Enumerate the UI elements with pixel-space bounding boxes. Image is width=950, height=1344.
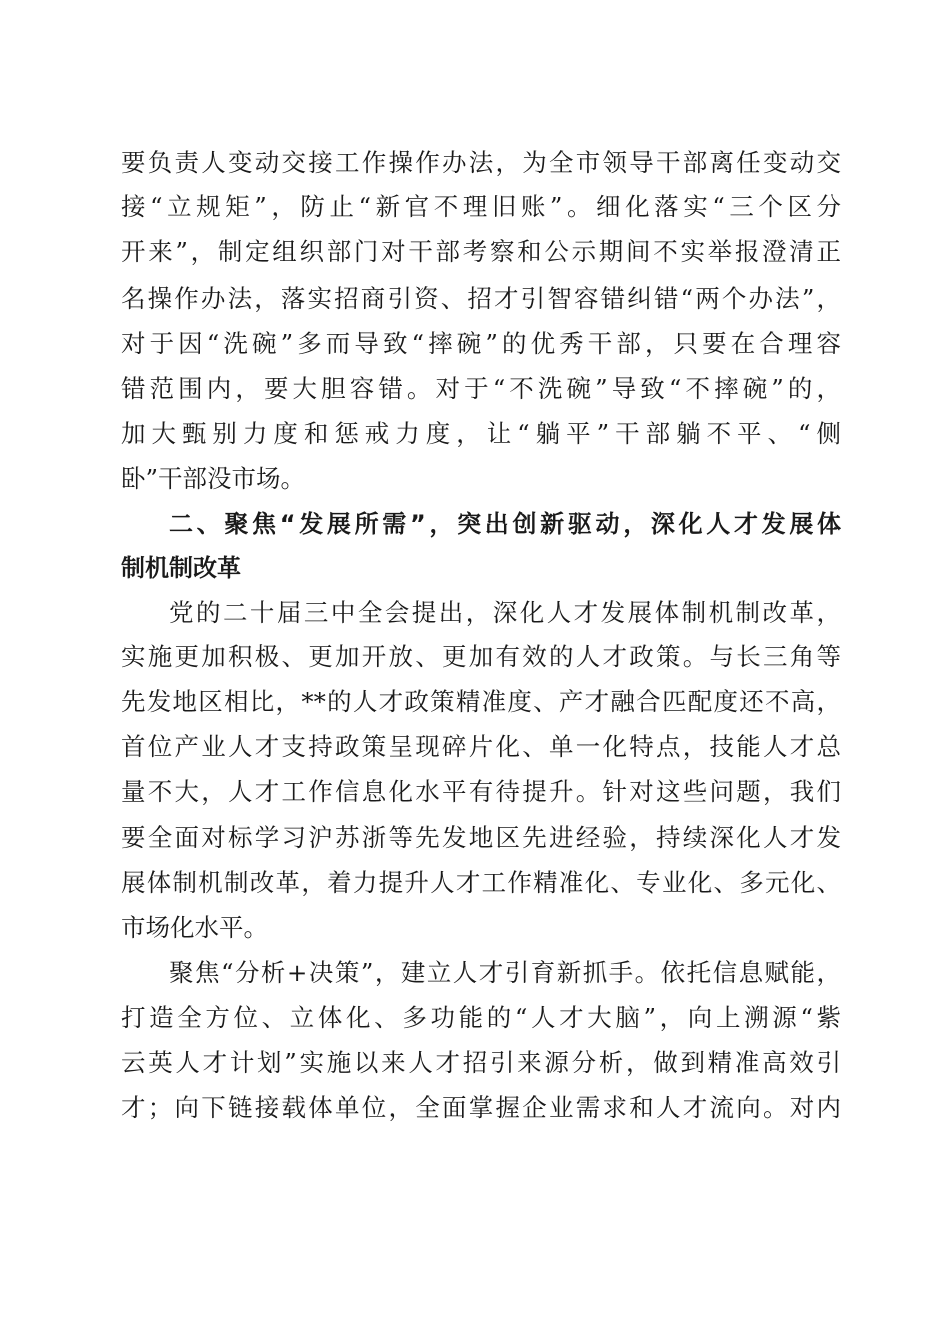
paragraph-2-line-4: 首位产业人才支持政策呈现碎片化、单一化特点，技能人才总 [121, 732, 841, 761]
section-heading-line-1: 二、聚焦“发展所需”，突出创新驱动，深化人才发展体 [169, 510, 841, 538]
paragraph-1-line-3: 开来”，制定组织部门对干部考察和公示期间不实举报澄清正 [121, 237, 841, 266]
paragraph-3-line-3: 云英人才计划”实施以来人才招引来源分析，做到精准高效引 [121, 1048, 841, 1077]
paragraph-3-line-2: 打造全方位、立体化、多功能的“人才大脑”，向上溯源“紫 [121, 1003, 841, 1032]
paragraph-3-line-4: 才；向下链接载体单位，全面掌握企业需求和人才流向。对内 [121, 1093, 841, 1122]
paragraph-2-line-5: 量不大，人才工作信息化水平有待提升。针对这些问题，我们 [121, 777, 841, 806]
paragraph-2-line-6: 要全面对标学习沪苏浙等先发地区先进经验，持续深化人才发 [121, 823, 841, 852]
paragraph-2-line-8: 市场化水平。 [121, 913, 268, 942]
paragraph-2-line-1: 党的二十届三中全会提出，深化人才发展体制机制改革， [169, 598, 841, 627]
paragraph-1-line-8: 卧”干部没市场。 [121, 464, 306, 493]
paragraph-1-line-4: 名操作办法，落实招商引资、招才引智容错纠错“两个办法”， [121, 284, 841, 313]
paragraph-2-line-7: 展体制机制改革，着力提升人才工作精准化、专业化、多元化、 [121, 868, 841, 897]
paragraph-1-line-2: 接“立规矩”，防止“新官不理旧账”。细化落实“三个区分 [121, 192, 841, 221]
paragraph-1-line-7: 加大甄别力度和惩戒力度，让“躺平”干部躺不平、“侧 [121, 419, 841, 448]
paragraph-1-line-6: 错范围内，要大胆容错。对于“不洗碗”导致“不摔碗”的， [121, 374, 841, 403]
paragraph-1-line-5: 对于因“洗碗”多而导致“摔碗”的优秀干部，只要在合理容 [121, 329, 841, 358]
paragraph-2-line-2: 实施更加积极、更加开放、更加有效的人才政策。与长三角等 [121, 642, 841, 671]
paragraph-1-line-1: 要负责人变动交接工作操作办法，为全市领导干部离任变动交 [121, 148, 841, 177]
paragraph-3-line-1: 聚焦“分析+决策”，建立人才引育新抓手。依托信息赋能， [169, 958, 841, 987]
section-heading-line-2: 制机制改革 [121, 554, 241, 582]
paragraph-2-line-3: 先发地区相比，**的人才政策精准度、产才融合匹配度还不高， [121, 687, 841, 716]
